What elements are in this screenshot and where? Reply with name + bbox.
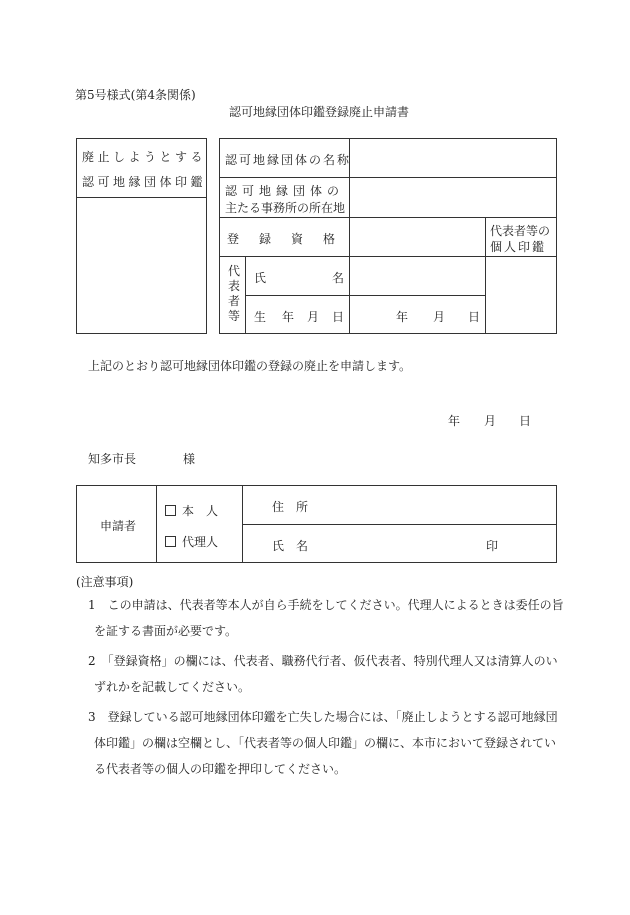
- application-date-day: 日: [519, 414, 532, 428]
- option-agent[interactable]: [165, 533, 218, 550]
- rep-name-field[interactable]: [350, 257, 485, 295]
- org-name-label: 認可地縁団体の名称: [225, 153, 352, 167]
- seal-box-label-line2: 認可地縁団体印鑑: [82, 175, 207, 189]
- birth-day-label: 日: [468, 310, 481, 324]
- note-3-number: 3: [88, 710, 96, 724]
- name-label-part1: 氏: [254, 271, 267, 285]
- address-label-line1: 認可地縁団体の: [225, 184, 345, 198]
- qualification-field[interactable]: [350, 218, 485, 256]
- notes-heading: (注意事項): [76, 575, 134, 589]
- document-title: 認可地縁団体印鑑登録廃止申請書: [229, 105, 410, 119]
- applicant-name-field[interactable]: [320, 525, 480, 562]
- org-name-field[interactable]: [350, 139, 556, 177]
- birth-month-label: 月: [433, 310, 446, 324]
- birth-label-2: 年: [282, 310, 295, 324]
- birth-date-field[interactable]: [350, 296, 485, 333]
- birth-label-4: 日: [332, 310, 345, 324]
- form-number: 第5号様式(第4条関係): [75, 88, 196, 102]
- birth-label-1: 生: [254, 310, 267, 324]
- self-checkbox[interactable]: [165, 505, 176, 516]
- application-date-month: 月: [484, 414, 497, 428]
- option-self[interactable]: [165, 502, 218, 519]
- applicant-address-label: 住 所: [272, 500, 309, 514]
- addressee: 知多市長: [88, 452, 137, 466]
- birth-label-3: 月: [307, 310, 320, 324]
- note-2-number: 2: [88, 654, 96, 668]
- name-label-part2: 名: [332, 271, 345, 285]
- applicant-address-field[interactable]: [320, 486, 556, 524]
- seal-stamp-area[interactable]: [77, 198, 206, 333]
- birth-year-label: 年: [396, 310, 409, 324]
- rep-seal-label-line2: 個人印鑑: [490, 240, 547, 254]
- note-1-number: 1: [88, 598, 96, 612]
- addressee-honorific: 様: [183, 452, 196, 466]
- note-item-2: 2 「登録資格」の欄には、代表者、職務代行者、仮代表者、特別代理人又は清算人のい ずれかを記載してください。: [88, 654, 558, 694]
- note-item-3: 3 登録している認可地縁団体印鑑を亡失した場合には、「廃止しようとする認可地縁団 体印鑑」の欄は空欄とし、「代表者等の個人印鑑」の欄に、本市において登録されてい る代表者等の個人の印鑑を押印してください。: [88, 710, 558, 776]
- agent-checkbox[interactable]: [165, 536, 176, 547]
- note-item-1: 1 この申請は、代表者等本人が自ら手続をしてください。代理人によるときは委任の旨 を証する書面が必要です。: [88, 598, 564, 638]
- application-date-year: 年: [448, 414, 461, 428]
- applicant-name-label: 氏 名: [272, 539, 309, 553]
- option-agent-label: 代理人: [182, 535, 219, 549]
- address-label-line2: 主たる事務所の所在地: [225, 201, 346, 215]
- application-statement: 上記のとおり認可地縁団体印鑑の登録の廃止を申請します。: [88, 359, 412, 373]
- rep-seal-stamp-area[interactable]: [486, 257, 556, 333]
- rep-seal-label-line1: 代表者等の: [490, 224, 551, 238]
- option-self-label: 本 人: [182, 504, 219, 518]
- applicant-label: 申請者: [100, 519, 137, 533]
- office-address-field[interactable]: [350, 178, 556, 217]
- representative-label: 代 表 者 等: [228, 264, 241, 323]
- qualification-label: 登 録 資 格: [227, 232, 340, 246]
- applicant-seal-mark: 印: [486, 539, 499, 553]
- seal-box-label-line1: 廃止しようとする: [82, 150, 207, 164]
